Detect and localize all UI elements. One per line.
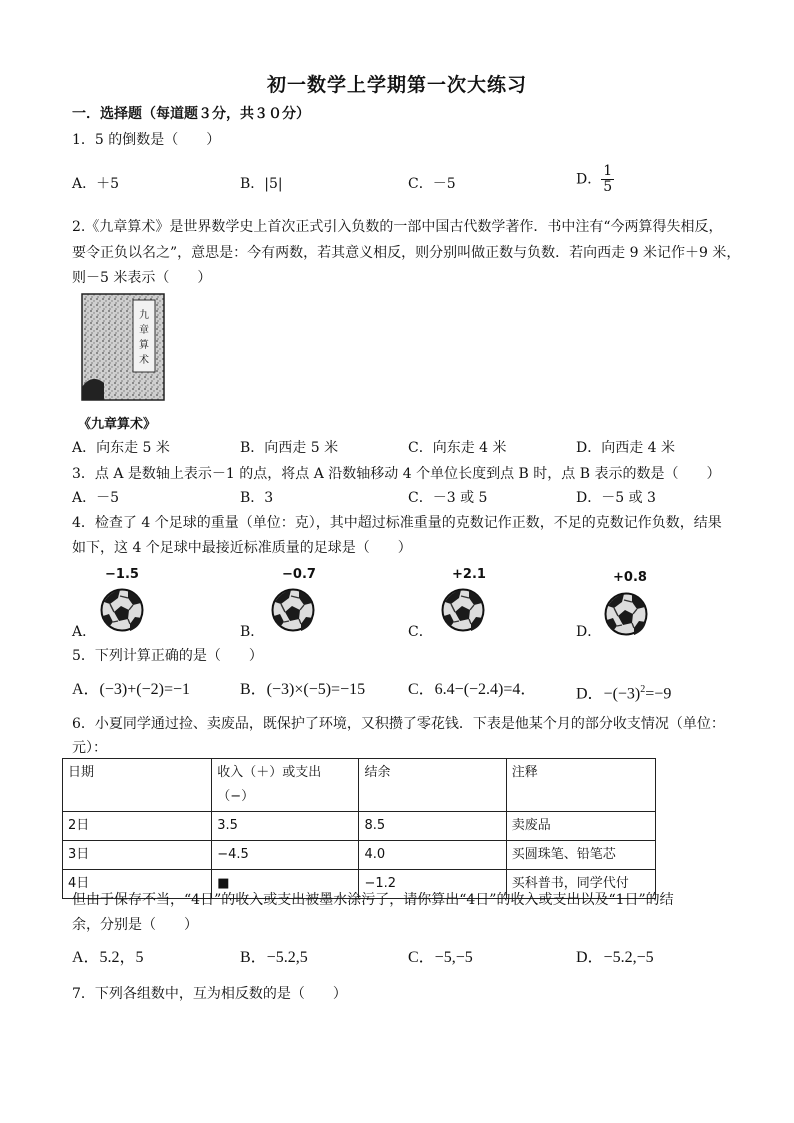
ball-weight-label: −0.7 bbox=[282, 567, 316, 582]
q4-option-b: B． bbox=[240, 624, 265, 640]
q4-line-2: 如下，这 4 个足球中最接近标准质量的足球是（ ） bbox=[72, 540, 412, 556]
q4-option-c: C． bbox=[408, 624, 433, 640]
q7-stem: 7．下列各组数中，互为相反数的是（ ） bbox=[72, 986, 347, 1002]
soccer-ball-icon bbox=[100, 588, 144, 632]
q6-option-a: A．5.2，5 bbox=[72, 949, 144, 966]
q2-line-1: 2.《九章算术》是世界数学史上首次正式引入负数的一部中国古代数学著作．书中注有“今两算得失相反， bbox=[72, 219, 723, 235]
q2-line-2: 要令正负以名之”，意思是：今有两数，若其意义相反，则分别叫做正数与负数．若向西走 9 米记作＋9 米， bbox=[72, 245, 741, 261]
q4-option-d: D． bbox=[576, 624, 602, 640]
q5-option-a: A．(−3)+(−2)=−1 bbox=[72, 681, 190, 698]
q5-stem: 5．下列计算正确的是（ ） bbox=[72, 648, 263, 664]
q4-option-a: A． bbox=[72, 624, 97, 640]
q1-option-b: B．|5| bbox=[240, 176, 283, 192]
cell-date: 3日 bbox=[63, 841, 212, 870]
q2-option-d: D．向西走 4 米 bbox=[576, 440, 676, 456]
ball-weight-label: +2.1 bbox=[452, 567, 486, 582]
q6-option-c: C．−5,−5 bbox=[408, 949, 473, 966]
q2-option-c: C．向东走 4 米 bbox=[408, 440, 507, 456]
cell-note: 卖废品 bbox=[506, 812, 655, 841]
q6-after-line-1: 但由于保存不当，“4日”的收入或支出被墨水涂污了，请你算出“4日”的收入或支出以及“1日”的结 bbox=[72, 892, 674, 908]
q1-option-a: A．＋5 bbox=[72, 176, 120, 192]
q3-option-b: B．3 bbox=[240, 490, 274, 506]
q6-after-line-2: 余，分别是（ ） bbox=[72, 917, 198, 933]
cell-amount: 3.5 bbox=[212, 812, 359, 841]
table-row bbox=[63, 812, 656, 841]
q5-option-d-base: D．−(−3) bbox=[576, 685, 641, 703]
cell-date: 4日 bbox=[63, 870, 212, 899]
svg-text:术: 术 bbox=[139, 355, 149, 366]
q6-line-2: 元）： bbox=[72, 740, 107, 756]
q1-option-c: C．－5 bbox=[408, 176, 456, 192]
q2-line-3: 则－5 米表示（ ） bbox=[72, 270, 212, 286]
cell-amount: −4.5 bbox=[212, 841, 359, 870]
fraction-numerator: 1 bbox=[603, 163, 613, 179]
ball-weight-label: −1.5 bbox=[105, 567, 139, 582]
q6-option-d: D．−5.2,−5 bbox=[576, 949, 654, 966]
header-amount-line-1: 收入（＋）或支出 bbox=[217, 765, 322, 780]
book-illustration bbox=[78, 292, 170, 412]
fraction-denominator: 5 bbox=[603, 179, 613, 195]
q3-stem: 3．点 A 是数轴上表示－1 的点，将点 A 沿数轴移动 4 个单位长度到点 B 时，点 B 表示的数是（ ） bbox=[72, 466, 721, 482]
q3-option-a: A．－5 bbox=[72, 490, 120, 506]
cell-amount-ink-blot: ■ bbox=[212, 870, 359, 899]
ball-weight-label: +0.8 bbox=[613, 570, 647, 585]
cell-balance: −1.2 bbox=[359, 870, 506, 899]
page-title: 初一数学上学期第一次大练习 bbox=[266, 74, 527, 96]
q5-option-d-result: =−9 bbox=[645, 685, 672, 703]
q6-line-1: 6．小夏同学通过捡、卖废品，既保护了环境，又积攒了零花钱．下表是他某个月的部分收支情况（单位： bbox=[72, 716, 725, 732]
q5-option-b: B．(−3)×(−5)=−15 bbox=[240, 681, 366, 698]
svg-text:算: 算 bbox=[139, 340, 149, 351]
svg-text:九: 九 bbox=[139, 310, 149, 321]
q1-option-d-label: D． bbox=[576, 171, 602, 188]
soccer-ball-icon bbox=[271, 588, 315, 632]
cell-note: 买科普书，同学代付 bbox=[506, 870, 655, 899]
section-heading: 一．选择题（每道题３分，共３０分） bbox=[72, 106, 310, 122]
q2-option-b: B．向西走 5 米 bbox=[240, 440, 339, 456]
q4-line-1: 4．检查了 4 个足球的重量（单位：克），其中超过标准重量的克数记作正数，不足的克数记作负数，结果 bbox=[72, 515, 722, 531]
book-caption: 《九章算术》 bbox=[78, 417, 157, 432]
q5-option-d bbox=[576, 680, 671, 704]
q5-option-c: C．6.4−(−2.4)=4． bbox=[408, 681, 537, 698]
header-amount bbox=[212, 759, 359, 812]
svg-text:章: 章 bbox=[139, 325, 149, 336]
q1-option-d-fraction bbox=[601, 164, 614, 195]
soccer-ball-icon bbox=[604, 592, 648, 636]
table-header-row bbox=[63, 759, 656, 812]
header-date: 日期 bbox=[63, 759, 212, 812]
q3-option-d: D．－5 或 3 bbox=[576, 490, 656, 506]
q6-option-b: B．−5.2,5 bbox=[240, 949, 308, 966]
q3-option-c: C．－3 或 5 bbox=[408, 490, 488, 506]
cell-balance: 4.0 bbox=[359, 841, 506, 870]
cell-note: 买圆珠笔、铅笔芯 bbox=[506, 841, 655, 870]
q1-option-d bbox=[576, 164, 614, 195]
q1-stem: 1．5 的倒数是（ ） bbox=[72, 132, 221, 148]
cell-date: 2日 bbox=[63, 812, 212, 841]
ledger-table bbox=[62, 758, 656, 899]
table-row bbox=[63, 841, 656, 870]
header-balance: 结余 bbox=[359, 759, 506, 812]
q5-option-d-exponent: 2 bbox=[640, 684, 646, 695]
cell-balance: 8.5 bbox=[359, 812, 506, 841]
soccer-ball-icon bbox=[441, 588, 485, 632]
header-amount-line-2: （−） bbox=[217, 789, 255, 804]
header-note: 注释 bbox=[506, 759, 655, 812]
q2-option-a: A．向东走 5 米 bbox=[72, 440, 170, 456]
